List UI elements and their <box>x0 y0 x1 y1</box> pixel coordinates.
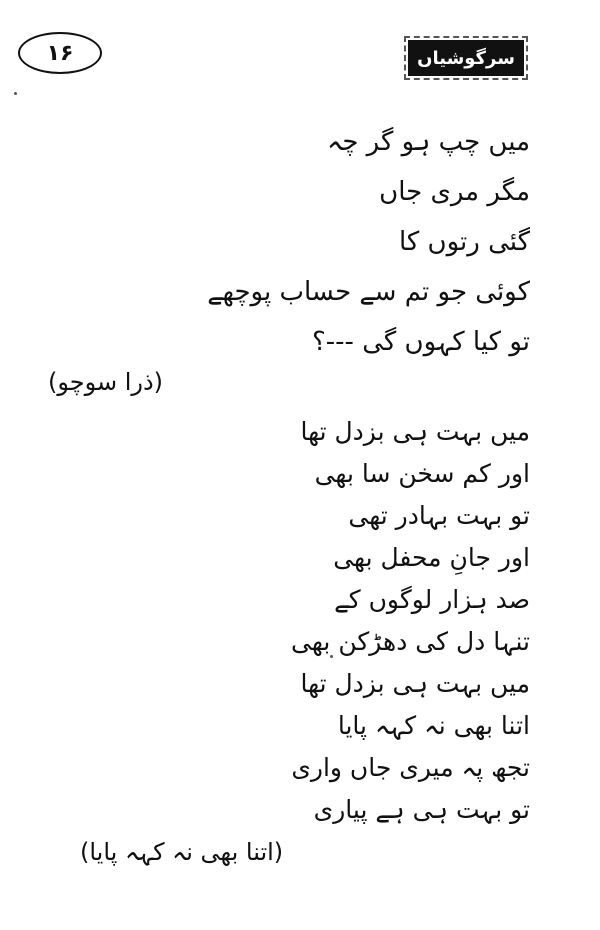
poem-one-title: (ذرا سوچو) <box>48 368 164 396</box>
poem-line: تو بہت بہادر تھی <box>348 501 530 530</box>
poem-line: صد ہزار لوگوں کے <box>334 585 530 614</box>
poem-line: تو بہت ہی ہے پیاری <box>313 795 530 824</box>
poem-line: اور جانِ محفل بھی <box>333 543 530 572</box>
poem-line: تنہا دل کی دھڑکن بھی <box>291 627 530 656</box>
poem-line: تو کیا کہوں گی ---؟ <box>311 327 530 357</box>
poem-two-title: (اتنا بھی نہ کہہ پایا) <box>80 838 284 866</box>
poem-two <box>291 415 530 835</box>
poem-line: مگر مری جاں <box>379 177 530 207</box>
book-title-banner: سرگوشیاں <box>408 40 524 76</box>
poem-line: اتنا بھی نہ کہہ پایا <box>337 711 530 740</box>
poem-line: میں بہت ہی بزدل تھا <box>300 669 530 698</box>
poem-line: تجھ پہ میری جاں واری <box>291 753 530 782</box>
poem-line: میں بہت ہی بزدل تھا <box>300 417 530 446</box>
print-speck <box>14 92 17 95</box>
poem-line: اور کم سخن سا بھی <box>314 459 530 488</box>
poem-line: کوئی جو تم سے حساب پوچھے <box>207 277 530 307</box>
page-number: ۱۶ <box>18 32 102 74</box>
poem-line: گئی رتوں کا <box>398 227 530 257</box>
poem-line: میں چپ ہو گر چہ <box>327 127 530 157</box>
poem-one <box>207 125 530 375</box>
